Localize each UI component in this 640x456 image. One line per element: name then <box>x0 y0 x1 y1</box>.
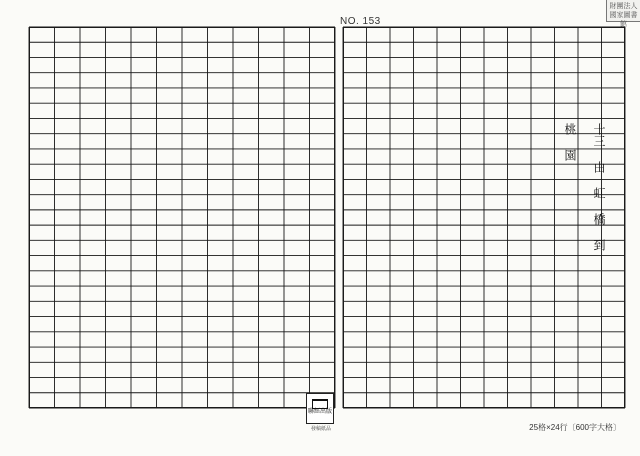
left-grid-lines <box>29 27 335 408</box>
manuscript-frame <box>6 10 636 446</box>
archive-corner-stamp-text: 財團法人 國家圖書館 <box>609 2 638 28</box>
page-number: NO. 153 <box>340 16 381 27</box>
right-grid-lines <box>343 27 625 408</box>
publisher-stamp: 聯經出版 <box>306 393 334 424</box>
publisher-caption: 發稿紙品 <box>310 426 331 432</box>
manuscript-grid <box>6 10 636 446</box>
archive-corner-stamp <box>606 0 640 28</box>
chapter-title-fragment: 十三 由 虹 橋 到 桃 園 <box>563 123 606 251</box>
paper-size-label: 25格×24行〔600字大格〕 <box>529 423 621 432</box>
